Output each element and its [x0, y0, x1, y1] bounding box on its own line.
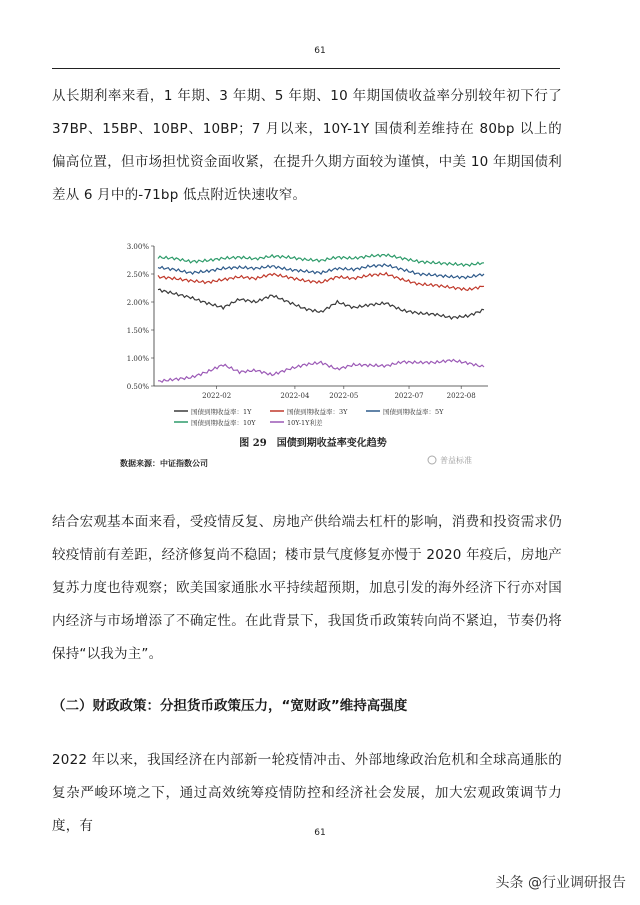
x-tick-label: 2022-08: [446, 392, 476, 400]
page-number-bottom: 61: [314, 828, 326, 838]
x-tick-label: 2022-05: [329, 392, 359, 400]
page-number-top: 61: [314, 46, 326, 56]
footer-brand: 头条 @行业调研报告: [495, 875, 626, 891]
legend-label-0: 国债到期收益率：1Y: [191, 408, 252, 416]
y-tick-label: 3.00%: [126, 243, 149, 251]
x-tick-label: 2022-02: [202, 392, 232, 400]
watermark-text: 普益标准: [440, 456, 472, 465]
paragraph-fiscal-2022: 2022 年以来，我国经济在内部新一轮疫情冲击、外部地缘政治危机和全球高通胀的复杂严峻环境之下，通过高效统筹疫情防控和经济社会发展，加大宏观政策调节力度，有: [52, 752, 562, 834]
legend-label-3: 国债到期收益率：10Y: [191, 419, 256, 427]
series-line-1: [158, 273, 484, 291]
paragraph-macro-fundamentals: 结合宏观基本面来看，受疫情反复、房地产供给端去杠杆的影响，消费和投资需求仍较疫情前有差距，经济修复尚不稳固；楼市景气度修复亦慢于 2020 年疫后，房地产复苏力度也待观察；欧美国家通胀水平持续超预期，加息引发的海外经济下行亦对国内经济与市场增添了不确定性。在此背景下，我国货币政策转向尚不紧迫，节奏仍将保持“以我为主”。: [52, 514, 562, 662]
legend-label-1: 国债到期收益率：3Y: [287, 408, 348, 416]
yield-chart-figure: [118, 240, 508, 470]
watermark: [428, 455, 472, 465]
y-tick-label: 1.50%: [126, 327, 149, 335]
y-tick-label: 2.50%: [126, 271, 149, 279]
legend-label-4: 10Y-1Y利差: [287, 419, 323, 427]
series-line-0: [158, 289, 484, 319]
wechat-icon: [428, 456, 436, 464]
x-tick-label: 2022-04: [280, 392, 310, 400]
y-tick-label: 2.00%: [126, 299, 149, 307]
x-tick-label: 2022-07: [394, 392, 424, 400]
chart-source: 数据来源：中证指数公司: [120, 458, 208, 468]
series-line-4: [158, 359, 484, 382]
series-line-3: [158, 254, 484, 266]
section-heading-fiscal-policy: （二）财政政策：分担货币政策压力，“宽财政”维持高强度: [52, 698, 408, 714]
paragraph-long-term-rates: 从长期利率来看，1 年期、3 年期、5 年期、10 年期国债收益率分别较年初下行了 37BP、15BP、10BP、10BP；7 月以来，10Y-1Y 国债利差维持在 80bp 以上的偏高位置，但市场担忧资金面收紧，在提升久期方面较为谨慎，中美 10 年期国债利差从 6 月中的-71bp 低点附近快速收窄。: [52, 88, 562, 203]
legend-label-2: 国债到期收益率：5Y: [383, 408, 444, 416]
chart-caption: 图 29 国债到期收益率变化趋势: [239, 438, 387, 449]
series-line-2: [158, 264, 484, 279]
header-rule: [52, 68, 560, 69]
y-tick-label: 0.50%: [126, 383, 149, 391]
y-tick-label: 1.00%: [126, 355, 149, 363]
yield-chart: [118, 240, 508, 470]
